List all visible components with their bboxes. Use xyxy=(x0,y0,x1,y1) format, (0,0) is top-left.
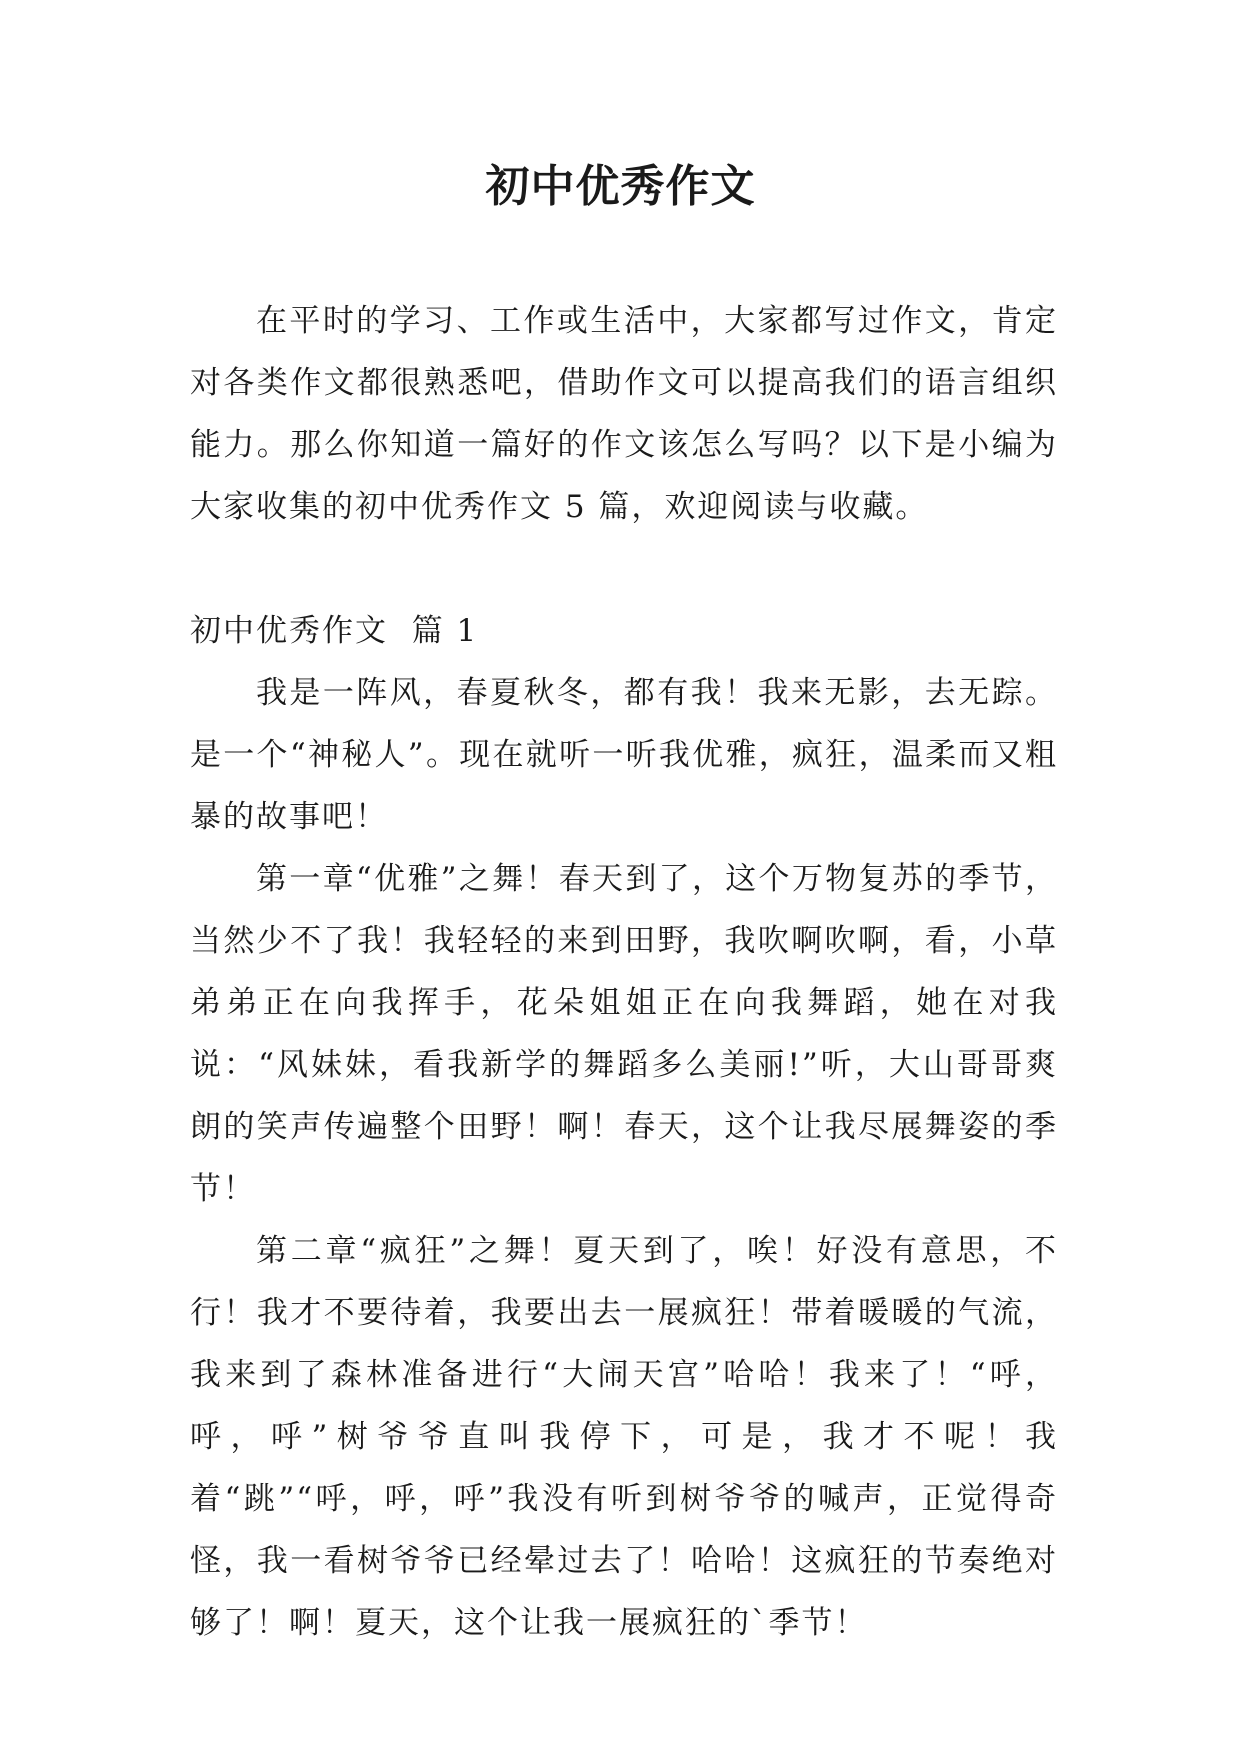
document-title: 初中优秀作文 xyxy=(485,161,756,212)
document-body xyxy=(190,290,1058,1654)
body-paragraph-2: 第一章“优雅”之舞！春天到了，这个万物复苏的季节，当然少不了我！我轻轻的来到田野，我吹啊吹啊，看，小草弟弟正在向我挥手，花朵姐姐正在向我舞蹈，她在对我说：“风妹妹，看我新学的舞蹈多么美丽!”听，大山哥哥爽朗的笑声传遍整个田野！啊！春天，这个让我尽展舞姿的季节！ xyxy=(190,861,1058,1207)
intro-paragraph: 在平时的学习、工作或生活中，大家都写过作文，肯定对各类作文都很熟悉吧，借助作文可以提高我们的语言组织能力。那么你知道一篇好的作文该怎么写吗？以下是小编为大家收集的初中优秀作文 5 篇，欢迎阅读与收藏。 xyxy=(190,303,1058,525)
section-heading: 初中优秀作文 篇 1 xyxy=(190,613,479,649)
body-paragraph-1: 我是一阵风，春夏秋冬，都有我！我来无影，去无踪。是一个“神秘人”。现在就听一听我优雅，疯狂，温柔而又粗暴的故事吧！ xyxy=(190,675,1058,835)
body-paragraph-3: 第二章“疯狂”之舞！夏天到了，唉！好没有意思，不行！我才不要待着，我要出去一展疯狂！带着暖暖的气流，我来到了森林准备进行“大闹天宫”哈哈！我来了！“呼，呼，呼”树爷爷直叫我停下，可是，我才不呢！我着“跳”“呼，呼，呼”我没有听到树爷爷的喊声，正觉得奇怪，我一看树爷爷已经晕过去了！哈哈！这疯狂的节奏绝对够了！啊！夏天，这个让我一展疯狂的`季节！ xyxy=(190,1233,1058,1641)
